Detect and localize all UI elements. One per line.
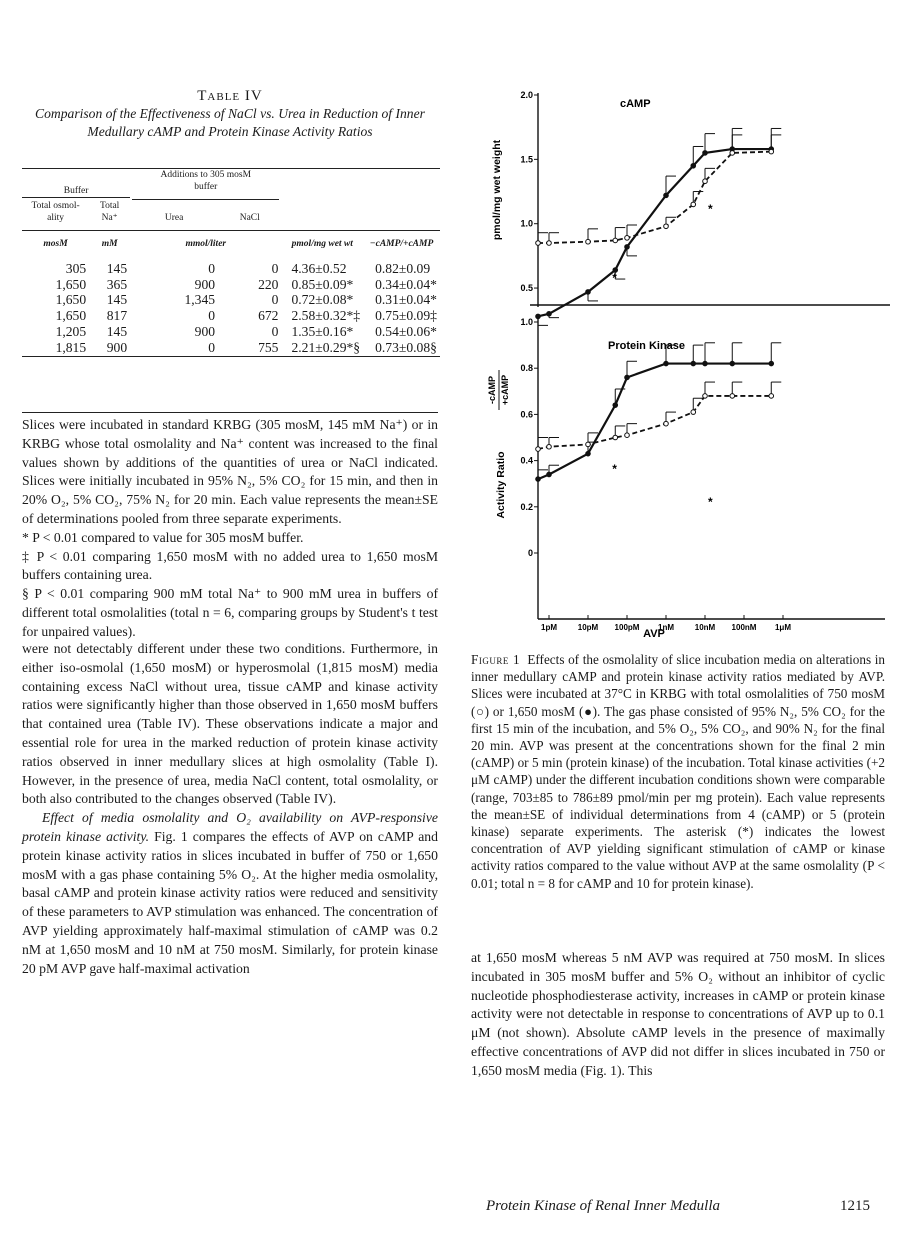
series-line-1650 xyxy=(538,149,771,316)
paragraph: at 1,650 mosM whereas 5 nM AVP was required at 750 mosM. In slices incubated in 305 mosM buffer and 5% O₂ without an inhibitor of cyclic nucleotide phosphodiesterase activity, increases in cAMP or protein kinase activity were not detectable in response to concentrations of AVP up to 0.1 μM (not shown). Absolute cAMP levels in the presence of maximally effective concentrations of AVP did not differ in slices incubated in 750 or 1,650 mosM media (Fig. 1). This xyxy=(471,950,885,1078)
table-cell: 0.73±0.08§ xyxy=(375,339,437,355)
x-tick-label: 1nM xyxy=(658,623,674,632)
figure-caption xyxy=(471,651,885,892)
table-cell: 672 xyxy=(258,308,279,324)
footnote: * P < 0.01 compared to value for 305 mosM buffer. xyxy=(22,529,304,545)
footnote: ‡ P < 0.01 comparing 1,650 mosM with no added urea to 1,650 mosM buffers containing urea. xyxy=(22,548,438,583)
significance-asterisk: * xyxy=(612,271,617,285)
data-point xyxy=(536,447,541,452)
body-text-left xyxy=(22,640,438,978)
unit: mmol/liter xyxy=(185,239,227,249)
data-point xyxy=(703,179,708,184)
series-line-1650 xyxy=(538,364,771,480)
y-tick-label: 0.8 xyxy=(520,363,533,374)
data-point xyxy=(613,238,618,243)
y-tick-label: 0.4 xyxy=(520,455,533,466)
table-cell: 900 xyxy=(194,323,216,339)
table-row xyxy=(22,340,440,356)
x-tick-label: 1μM xyxy=(774,623,792,632)
data-point xyxy=(691,410,696,415)
significance-asterisk: * xyxy=(708,495,713,509)
table-cell: 900 xyxy=(106,339,128,355)
data-point xyxy=(769,361,774,366)
table-cell: 1,650 xyxy=(55,276,87,292)
data-point xyxy=(547,444,552,449)
table-cell: 1.35±0.16* xyxy=(291,323,354,339)
y-tick-label: 1.5 xyxy=(520,154,533,165)
table-cell: 145 xyxy=(106,292,128,308)
table-cell: 0.34±0.04* xyxy=(375,276,437,292)
group-header-buffer: Buffer xyxy=(22,169,130,198)
table-cell: 755 xyxy=(258,339,279,355)
data-point xyxy=(769,394,774,399)
data-point xyxy=(536,477,541,482)
y-tick-label: 1.0 xyxy=(520,218,533,229)
data-point xyxy=(625,236,630,241)
y-tick-label: 0.2 xyxy=(520,501,533,512)
table-row xyxy=(22,292,440,308)
series-line-750 xyxy=(538,152,771,243)
y-tick-label: 1.0 xyxy=(520,317,533,327)
table-cell: 900 xyxy=(194,276,216,292)
unit: −cAMP/+cAMP xyxy=(369,239,434,249)
y-tick-label: 2.0 xyxy=(520,90,533,100)
col-header: Total osmol-ality xyxy=(31,201,80,223)
table-cell: 145 xyxy=(106,260,128,276)
x-tick-label: 100nM xyxy=(731,623,757,632)
table-cell: 0.75±0.09‡ xyxy=(375,308,437,324)
data-point xyxy=(547,241,552,246)
data-point xyxy=(730,394,735,399)
y-tick-label: 0.6 xyxy=(520,409,533,420)
data-point xyxy=(625,375,630,380)
data-point xyxy=(730,151,735,156)
table-cell: 1,650 xyxy=(55,292,87,308)
section-heading: Effect of media osmolality and O₂ availability on AVP-responsive protein kinase activity. xyxy=(22,810,438,844)
table-cell: 0 xyxy=(208,260,216,276)
data-point xyxy=(664,421,669,426)
table-cell: 0 xyxy=(271,260,279,276)
data-point xyxy=(586,451,591,456)
table-number: Table IV xyxy=(197,88,263,104)
unit: pmol/mg wet wt xyxy=(291,239,353,249)
table-cell: 1,345 xyxy=(184,292,216,308)
table-notes xyxy=(22,412,438,642)
table-cell: 0.82±0.09 xyxy=(375,260,431,276)
table-cell: 2.21±0.29*§ xyxy=(291,339,361,355)
data-point xyxy=(625,245,630,250)
data-point xyxy=(586,239,591,244)
unit: mosM xyxy=(43,239,68,249)
data-point xyxy=(625,433,630,438)
x-tick-label: 10pM xyxy=(577,623,599,632)
data-table xyxy=(22,168,440,357)
paragraph: were not detectably different under these two conditions. Furthermore, in either iso-osmolal (1,650 mosM) or hyperosmolal (1,815 mosM) media containing excess NaCl without urea, tissue cAMP and kinase activity ratios were significantly higher than those observed in 1,650 mosM buffers that contained urea (Table IV). These observations indicate a major and essential role for urea in the marked reduction of protein kinase activity ratios observed in inner medullary slices at high osmolality (Table I). However, in the presence of urea, media NaCl content, total osmolality, or both also contributed to the changes observed (Table IV). xyxy=(22,641,438,807)
table-cell: 0 xyxy=(271,323,279,339)
table-cell: 2.58±0.32*‡ xyxy=(291,308,361,324)
table-cell: 817 xyxy=(106,308,128,324)
table-row xyxy=(22,261,440,277)
y-tick-label: 0.5 xyxy=(520,283,533,294)
table-cell: 0.54±0.06* xyxy=(375,323,437,339)
table-cell: 0 xyxy=(271,292,279,308)
data-point xyxy=(613,435,618,440)
body-text-right xyxy=(471,949,885,1081)
y-axis-label-activity: Activity Ratio xyxy=(495,451,507,519)
y-axis-label-camp: pmol/mg wet weight xyxy=(491,139,503,241)
col-header: Urea xyxy=(164,213,184,223)
paragraph-text: Fig. 1 compares the effects of AVP on cAMP and protein kinase activity ratios in slices incubated in buffer of 750 or 1,650 mosM with a gas phase containing 5% O₂. At the higher media osmolality, basal cAMP and protein kinase activity ratios were reduced and sensitivity of these parameters to AVP stimulation was enhanced. The concentration of AVP yielding approximately half-maximal stimulation of cAMP was 0.2 nM at 1,650 mosM and 10 nM at 750 mosM. Similarly, for protein kinase 20 pM AVP gave half-maximal activation xyxy=(22,828,438,976)
data-point xyxy=(703,394,708,399)
significance-asterisk: * xyxy=(708,202,713,216)
table-cell: 0.72±0.08* xyxy=(291,292,354,308)
x-tick-label: 10nM xyxy=(694,623,716,632)
data-point xyxy=(691,202,696,207)
table-row xyxy=(22,308,440,324)
y-label-numerator: -cAMP xyxy=(487,375,497,405)
data-point xyxy=(547,311,552,316)
running-title: Protein Kinase of Renal Inner Medulla xyxy=(486,1198,720,1214)
table-cell: 4.36±0.52 xyxy=(291,260,347,276)
figure-label: Figure 1 xyxy=(471,652,521,667)
data-point xyxy=(547,472,552,477)
data-point xyxy=(664,361,669,366)
paragraph xyxy=(22,809,438,978)
data-point xyxy=(536,241,541,246)
table-cell: 145 xyxy=(106,323,128,339)
data-point xyxy=(664,224,669,229)
data-point xyxy=(586,442,591,447)
data-point xyxy=(703,151,708,156)
data-point xyxy=(691,361,696,366)
panel-title-camp: cAMP xyxy=(620,98,651,110)
col-header: Total Na⁺ xyxy=(99,201,120,223)
significance-asterisk: * xyxy=(612,462,617,476)
col-header: NaCl xyxy=(239,213,260,223)
x-axis-label: AVP xyxy=(643,628,665,640)
page-number: 1215 xyxy=(840,1198,870,1214)
table-cell: 0.31±0.04* xyxy=(375,292,437,308)
data-point xyxy=(769,149,774,154)
table-cell: 1,650 xyxy=(55,308,87,324)
table-cell: 0.85±0.09* xyxy=(291,276,354,292)
series-line-750 xyxy=(538,396,771,449)
x-tick-label: 100pM xyxy=(614,623,640,632)
table-cell: 1,205 xyxy=(55,323,87,339)
data-point xyxy=(703,361,708,366)
data-point xyxy=(730,361,735,366)
data-point xyxy=(664,193,669,198)
data-point xyxy=(613,403,618,408)
caption-text: Effects of the osmolality of slice incubation media on alterations in inner medullary cAMP and protein kinase activity ratios mediated by AVP. Slices were incubated at 37°C in KRBG with total osmolalities of 750 mosM (○) or 1,650 mosM (●). The gas phase consisted of 95% N₂, 5% CO₂ for the first 15 min of the incubation, and 5% O₂, 5% CO₂, and 90% N₂ for the final 20 min. AVP was present at the concentrations shown for the final 2 min (cAMP) or 5 min (protein kinase) of the incubation. Total kinase activities (+2 μM cAMP) under the different incubation conditions shown were comparable (range, 703±85 to 786±89 pmol/min per mg protein). Each value represents the mean±SE of individual determinations from 4 (cAMP) or 5 (protein kinase) separate experiments. The asterisk (*) indicates the lowest concentration of AVP yielding significant stimulation of cAMP or kinase activity ratios compared to the value without AVP at the same osmolality (P < 0.01; total n = 8 for cAMP and 10 for protein kinase). xyxy=(471,652,885,891)
figure-1-chart xyxy=(470,85,890,645)
table-row xyxy=(22,277,440,293)
data-point xyxy=(691,163,696,168)
table-row xyxy=(22,324,440,340)
table-cell: 365 xyxy=(106,276,128,292)
table-heading xyxy=(22,88,438,140)
table-cell: 0 xyxy=(208,339,216,355)
data-point xyxy=(586,290,591,295)
footnote: § P < 0.01 comparing 900 mM total Na⁺ to 900 mM urea in buffers of different total osmolalities (total n = 6, comparing groups by Student's t test for unpaired values). xyxy=(22,586,438,639)
group-header-additions: Additions to 305 mosM buffer xyxy=(160,170,252,192)
x-tick-label: 1pM xyxy=(541,623,557,632)
table-cell: 220 xyxy=(258,276,279,292)
table-note: Slices were incubated in standard KRBG (305 mosM, 145 mM Na⁺) or in KRBG whose total osmolality and Na⁺ content was increased to the final values shown by additions of the quantities of urea or NaCl indicated. Slices were initially incubated in 95% N₂, 5% CO₂ for 15 min, and then in 20% O₂, 5% CO₂, 75% N₂ for 20 min. Each value represents the mean±SE of determinations pooled from three separate experiments. xyxy=(22,417,438,526)
table-cell: 1,815 xyxy=(55,339,87,355)
table-cell: 0 xyxy=(208,308,216,324)
table-title: Comparison of the Effectiveness of NaCl vs. Urea in Reduction of Inner Medullary cAMP and Protein Kinase Activity Ratios xyxy=(35,106,425,139)
unit: mM xyxy=(101,239,118,249)
table-cell: 305 xyxy=(65,260,87,276)
y-tick-label: 0 xyxy=(527,548,533,558)
panel-title-protein-kinase: Protein Kinase xyxy=(608,340,686,352)
y-label-denominator: +cAMP xyxy=(500,374,510,406)
table-body xyxy=(22,231,440,357)
